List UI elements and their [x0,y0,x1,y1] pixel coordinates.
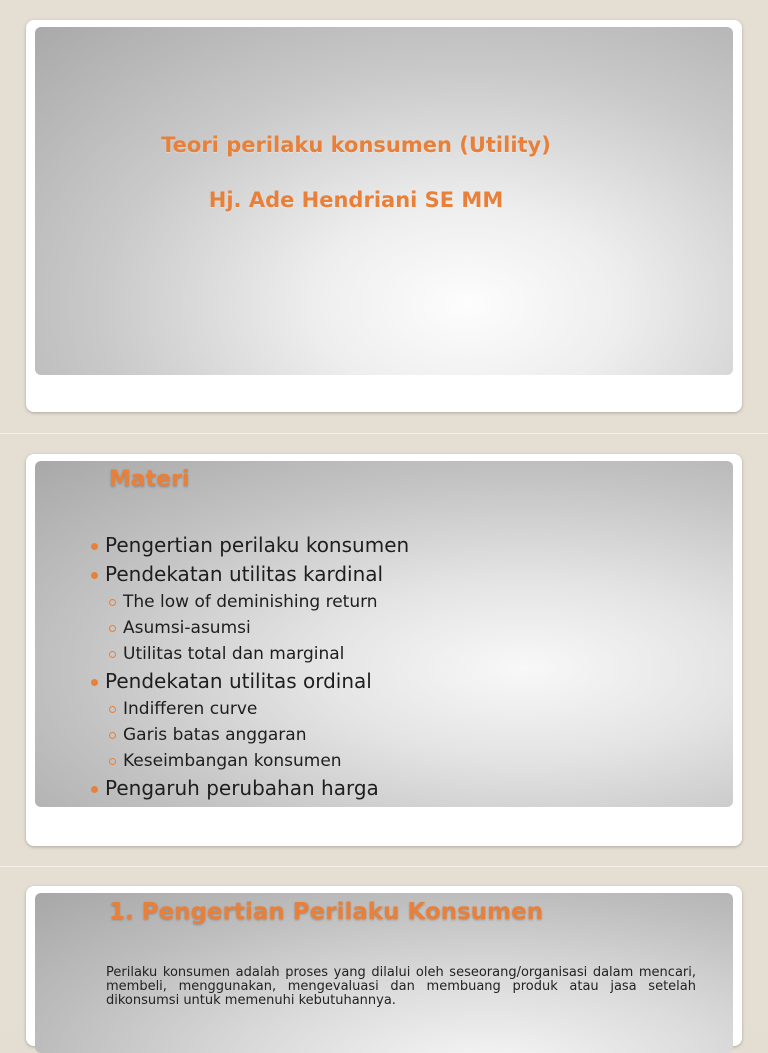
list-item: Pendekatan utilitas kardinal [91,560,409,589]
slide-heading: Materi [109,467,190,492]
slide-2-panel [35,461,733,807]
list-subitem: The low of deminishing return [91,589,409,615]
list-item: Pengertian perilaku konsumen [91,531,409,560]
bullet-dot-icon [91,679,98,686]
bullet-dot-icon [91,786,98,793]
bullet-list [91,531,409,803]
bullet-ring-icon [109,625,116,632]
list-subitem: Asumsi-asumsi [91,615,409,641]
slide-subtitle: Hj. Ade Hendriani SE MM [208,188,504,212]
bullet-ring-icon [109,706,116,713]
list-item: Pendekatan utilitas ordinal [91,667,409,696]
slide-3[interactable] [26,886,742,1046]
slide-heading: 1. Pengertian Perilaku Konsumen [109,899,544,925]
slide-1[interactable] [26,20,742,412]
bullet-ring-icon [109,732,116,739]
slide-3-panel [35,893,733,1053]
bullet-dot-icon [91,543,98,550]
list-subitem: Utilitas total dan marginal [91,641,409,667]
list-subitem: Indifferen curve [91,696,409,722]
slide-1-panel [35,27,733,375]
bullet-ring-icon [109,758,116,765]
slide-paragraph: Perilaku konsumen adalah proses yang dilalui oleh seseorang/organisasi dalam mencari, membeli, menggunakan, mengevaluasi dan membuang produk atau jasa setelah dikonsumsi untuk memenuhi kebutuhannya. [106,965,696,1008]
slide-title: Teori perilaku konsumen (Utility) [161,133,551,157]
bullet-ring-icon [109,651,116,658]
list-subitem: Garis batas anggaran [91,722,409,748]
bullet-dot-icon [91,572,98,579]
bullet-ring-icon [109,599,116,606]
list-subitem: Keseimbangan konsumen [91,748,409,774]
slide-2[interactable] [26,454,742,846]
list-item: Pengaruh perubahan harga [91,774,409,803]
